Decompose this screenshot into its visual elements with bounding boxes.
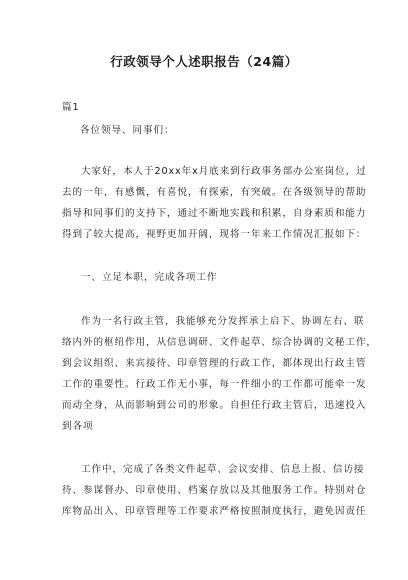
paragraph-line: 大家好，本人于20xx年x月底来到行政事务部办公室岗位，过 — [81, 166, 367, 177]
paragraph-line: 到各项 — [62, 421, 94, 432]
paragraph-line: 库物品出入、印章管理等工作要求严格按照制度执行，避免因责任 — [62, 506, 367, 517]
paragraph-line: 到会议组织、来宾接待、印章管理的行政工作，都体现出行政主管 — [62, 358, 367, 369]
paragraph-line: 指导和同事们的支持下，通过不断地实践和积累，自身素质和能力 — [62, 208, 367, 219]
greeting: 各位领导、同事们： — [80, 125, 175, 136]
section-label: 篇1 — [62, 102, 80, 113]
paragraph-line: 而动全身，从而影响到公司的形象。自担任行政主管后，迅速投入 — [62, 400, 367, 411]
paragraph-line: 工作的重要性。行政工作无小事，每一件细小的工作都可能牵一发 — [62, 379, 367, 390]
paragraph-line: 工作中，完成了各类文件起草、会议安排、信息上报、信访接 — [81, 464, 365, 475]
paragraph-line: 待、参谋督办、印章使用、档案存放以及其他服务工作。特别对仓 — [62, 485, 367, 496]
paragraph-line: 作为一名行政主管，我能够充分发挥承上启下、协调左右、联 — [81, 316, 365, 327]
paragraph-line: 得到了较大提高，视野更加开阔，现将一年来工作情况汇报如下： — [62, 229, 367, 240]
paragraph-line: 络内外的枢纽作用，从信息调研、文件起草、综合协调的文秘工作， — [62, 337, 377, 348]
section-heading: 一、立足本职，完成各项工作 — [81, 272, 218, 283]
paragraph-line: 去的一年，有感慨，有喜悦，有探索，有突破。在各级领导的帮助 — [62, 187, 367, 198]
document-title: 行政领导个人述职报告（24篇） — [110, 54, 298, 69]
